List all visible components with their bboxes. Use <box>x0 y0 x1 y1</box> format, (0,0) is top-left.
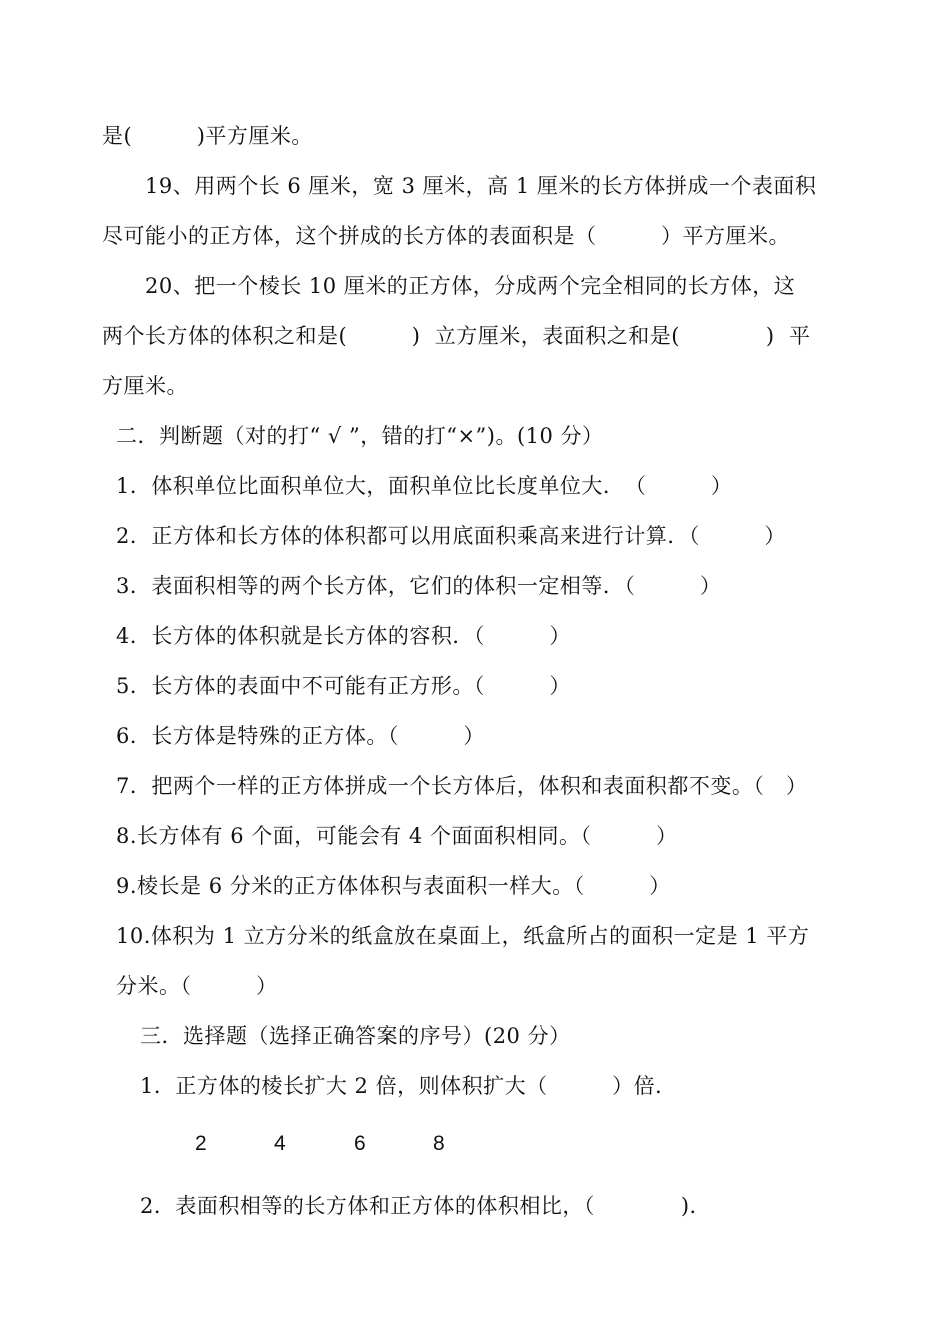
judge-item-2: 2．正方体和长方体的体积都可以用底面积乘高来进行计算．（ ） <box>116 524 786 548</box>
option-d: 8 <box>433 1132 445 1155</box>
judge-item-9: 9.棱长是 6 分米的正方体体积与表面积一样大。（ ） <box>116 874 671 898</box>
question-19-line-1: 19、用两个长 6 厘米，宽 3 厘米，高 1 厘米的长方体拼成一个表面积 <box>145 174 817 198</box>
option-b: 4 <box>274 1132 286 1155</box>
judge-item-7: 7．把两个一样的正方体拼成一个长方体后，体积和表面积都不变。（ ） <box>116 774 808 798</box>
judge-item-8: 8.长方体有 6 个面，可能会有 4 个面面积相同。（ ） <box>116 824 678 848</box>
choice-item-1: 1．正方体的棱长扩大 2 倍，则体积扩大（ ）倍． <box>140 1074 677 1098</box>
judge-item-5: 5．长方体的表面中不可能有正方形。（ ） <box>116 674 571 698</box>
judge-item-1: 1．体积单位比面积单位大，面积单位比长度单位大． （ ） <box>116 474 733 498</box>
section-2-heading: 二．判断题（对的打“ √ ”，错的打“×”)。(10 分） <box>116 424 604 448</box>
judge-item-3: 3．表面积相等的两个长方体，它们的体积一定相等．（ ） <box>116 574 722 598</box>
text-line-1: 是( )平方厘米。 <box>102 124 313 148</box>
option-c: 6 <box>354 1132 366 1155</box>
judge-item-4: 4．长方体的体积就是长方体的容积．（ ） <box>116 624 571 648</box>
question-20-line-2: 两个长方体的体积之和是( ) 立方厘米，表面积之和是( ) 平 <box>102 324 811 348</box>
question-20-line-3: 方厘米。 <box>102 374 188 398</box>
question-20-line-1: 20、把一个棱长 10 厘米的正方体，分成两个完全相同的长方体，这 <box>145 274 796 298</box>
judge-item-6: 6．长方体是特殊的正方体。（ ） <box>116 724 485 748</box>
judge-item-10-line-1: 10.体积为 1 立方分米的纸盒放在桌面上，纸盒所占的面积一定是 1 平方 <box>116 924 810 948</box>
question-19-line-2: 尽可能小的正方体，这个拼成的长方体的表面积是（ ）平方厘米。 <box>102 224 790 248</box>
choice-1-options <box>0 1130 950 1160</box>
judge-item-10-line-2: 分米。（ ） <box>116 974 278 998</box>
choice-item-2: 2．表面积相等的长方体和正方体的体积相比，（ )． <box>140 1194 712 1218</box>
section-3-heading: 三．选择题（选择正确答案的序号）(20 分） <box>140 1024 571 1048</box>
option-a: 2 <box>195 1132 207 1155</box>
